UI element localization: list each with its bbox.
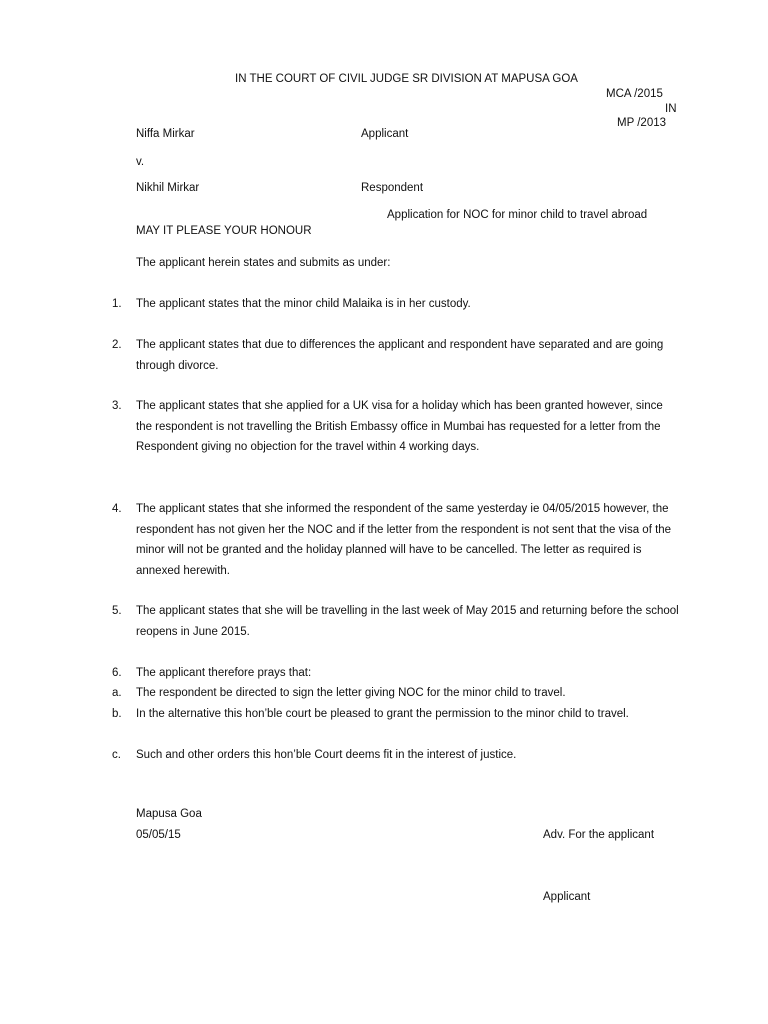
para-1-text: The applicant states that the minor child Malaika is in her custody.	[136, 298, 471, 310]
date-label: 05/05/15	[136, 829, 181, 841]
court-title: IN THE COURT OF CIVIL JUDGE SR DIVISION AT MAPUSA GOA	[235, 73, 578, 85]
para-3-text: The applicant states that she applied for a UK visa for a holiday which has been granted however, since the respondent is not travelling the British Embassy office in Mumbai has requested for a letter from the Respondent giving no objection for the travel within 4 working days.	[136, 400, 663, 453]
advocate-label: Adv. For the applicant	[543, 829, 655, 841]
case-ref-mca: MCA /2015	[606, 88, 663, 100]
para-2-text: The applicant states that due to differences the applicant and respondent have separated and are going through divorce.	[136, 339, 664, 372]
applicant-role: Applicant	[361, 128, 409, 140]
prayer-c-letter: c.	[112, 749, 121, 761]
prayer-b-text: In the alternative this hon’ble court be pleased to grant the permission to the minor child to travel.	[136, 708, 629, 720]
para-6-number: 6.	[112, 667, 122, 679]
intro-line: The applicant herein states and submits as under:	[136, 257, 391, 269]
salutation: MAY IT PLEASE YOUR HONOUR	[136, 225, 312, 237]
applicant-signature-label: Applicant	[543, 891, 591, 903]
prayer-a-text: The respondent be directed to sign the letter giving NOC for the minor child to travel.	[136, 687, 566, 699]
application-subject: Application for NOC for minor child to travel abroad	[387, 209, 648, 221]
applicant-name: Niffa Mirkar	[136, 128, 195, 140]
para-5-number: 5.	[112, 605, 122, 617]
para-6-text: The applicant therefore prays that:	[136, 667, 312, 679]
para-2-number: 2.	[112, 339, 122, 351]
versus-label: v.	[136, 156, 145, 168]
respondent-name: Nikhil Mirkar	[136, 182, 200, 194]
prayer-c-text: Such and other orders this hon’ble Court deems fit in the interest of justice.	[136, 749, 517, 761]
respondent-role: Respondent	[361, 182, 424, 194]
prayer-a-letter: a.	[112, 687, 122, 699]
case-ref-mp: MP /2013	[617, 117, 667, 129]
para-5-text: The applicant states that she will be travelling in the last week of May 2015 and returning before the school reopens in June 2015.	[136, 605, 679, 638]
case-ref-in: IN	[665, 103, 677, 115]
para-4-number: 4.	[112, 503, 122, 515]
prayer-b-letter: b.	[112, 708, 122, 720]
para-3-number: 3.	[112, 400, 122, 412]
place-label: Mapusa Goa	[136, 808, 202, 820]
para-1-number: 1.	[112, 298, 122, 310]
para-4-text: The applicant states that she informed the respondent of the same yesterday ie 04/05/2015 however, the respondent has not given her the NOC and if the letter from the respondent is not sent that the visa of the minor will not be granted and the holiday planned will have to be cancelled. The letter as required is annexed herewith.	[136, 503, 672, 577]
